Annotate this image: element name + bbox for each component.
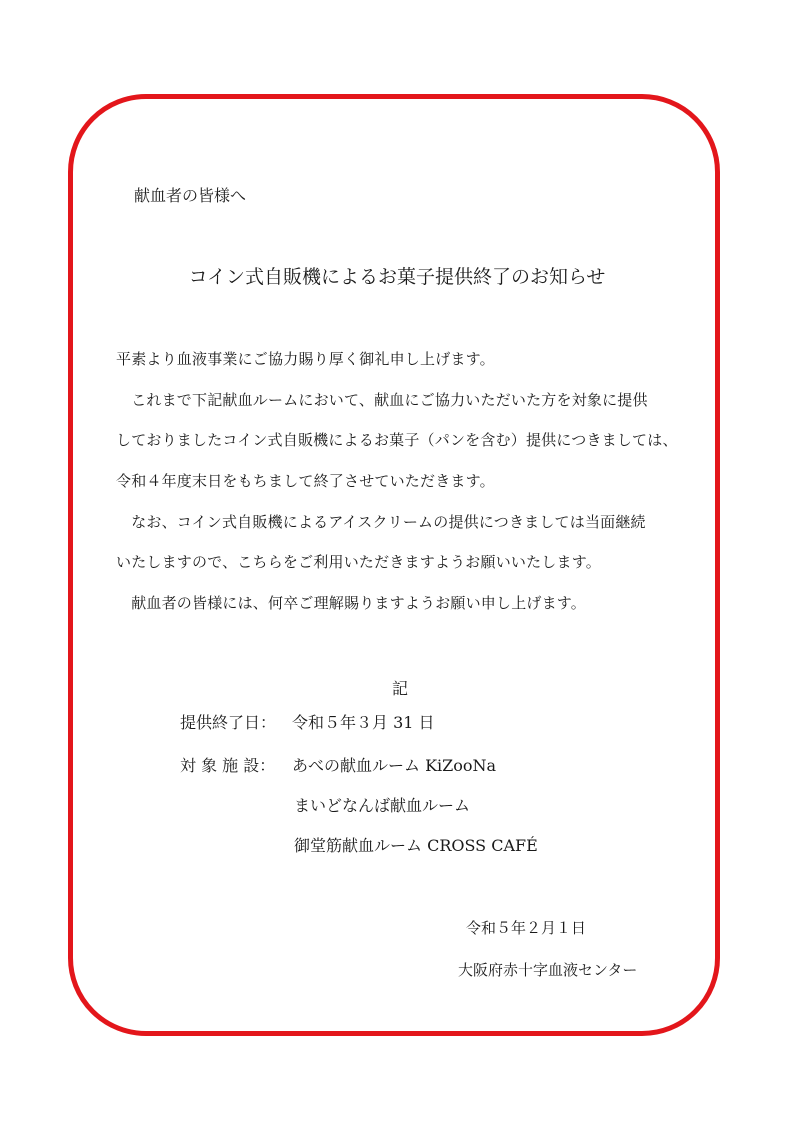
body-line-6: いたしますので、こちらをご利用いただきますようお願いいたします。 [116,553,601,571]
body-line-4: 令和４年度末日をもちまして終了させていただきます。 [116,472,495,490]
facility-label: 対 象 施 設： [180,756,276,775]
facility-3: 御堂筋献血ルーム CROSS CAFÉ [294,836,538,855]
ki-heading: 記 [392,679,409,698]
body-line-5: なお、コイン式自販機によるアイスクリームの提供につきましては当面継続 [116,513,646,531]
notice-title: コイン式自販機によるお菓子提供終了のお知らせ [188,266,606,288]
end-date-value: 令和５年３月 31 日 [292,713,435,732]
body-line-3: しておりましたコイン式自販機によるお菓子（パンを含む）提供につきましては、 [116,431,678,449]
facility-2: まいどなんば献血ルーム [294,796,471,815]
facility-1: あべの献血ルーム KiZooNa [292,756,497,775]
greeting: 献血者の皆様へ [134,186,247,205]
end-date-label: 提供終了日： [180,713,277,732]
issue-date: 令和５年２月１日 [466,919,587,937]
body-line-1: 平素より血液事業にご協力賜り厚く御礼申し上げます。 [116,350,495,368]
body-line-7: 献血者の皆様には、何卒ご理解賜りますようお願い申し上げます。 [116,594,587,612]
organization-name: 大阪府赤十字血液センター [458,961,638,979]
body-line-2: これまで下記献血ルームにおいて、献血にご協力いただいた方を対象に提供 [116,391,648,409]
